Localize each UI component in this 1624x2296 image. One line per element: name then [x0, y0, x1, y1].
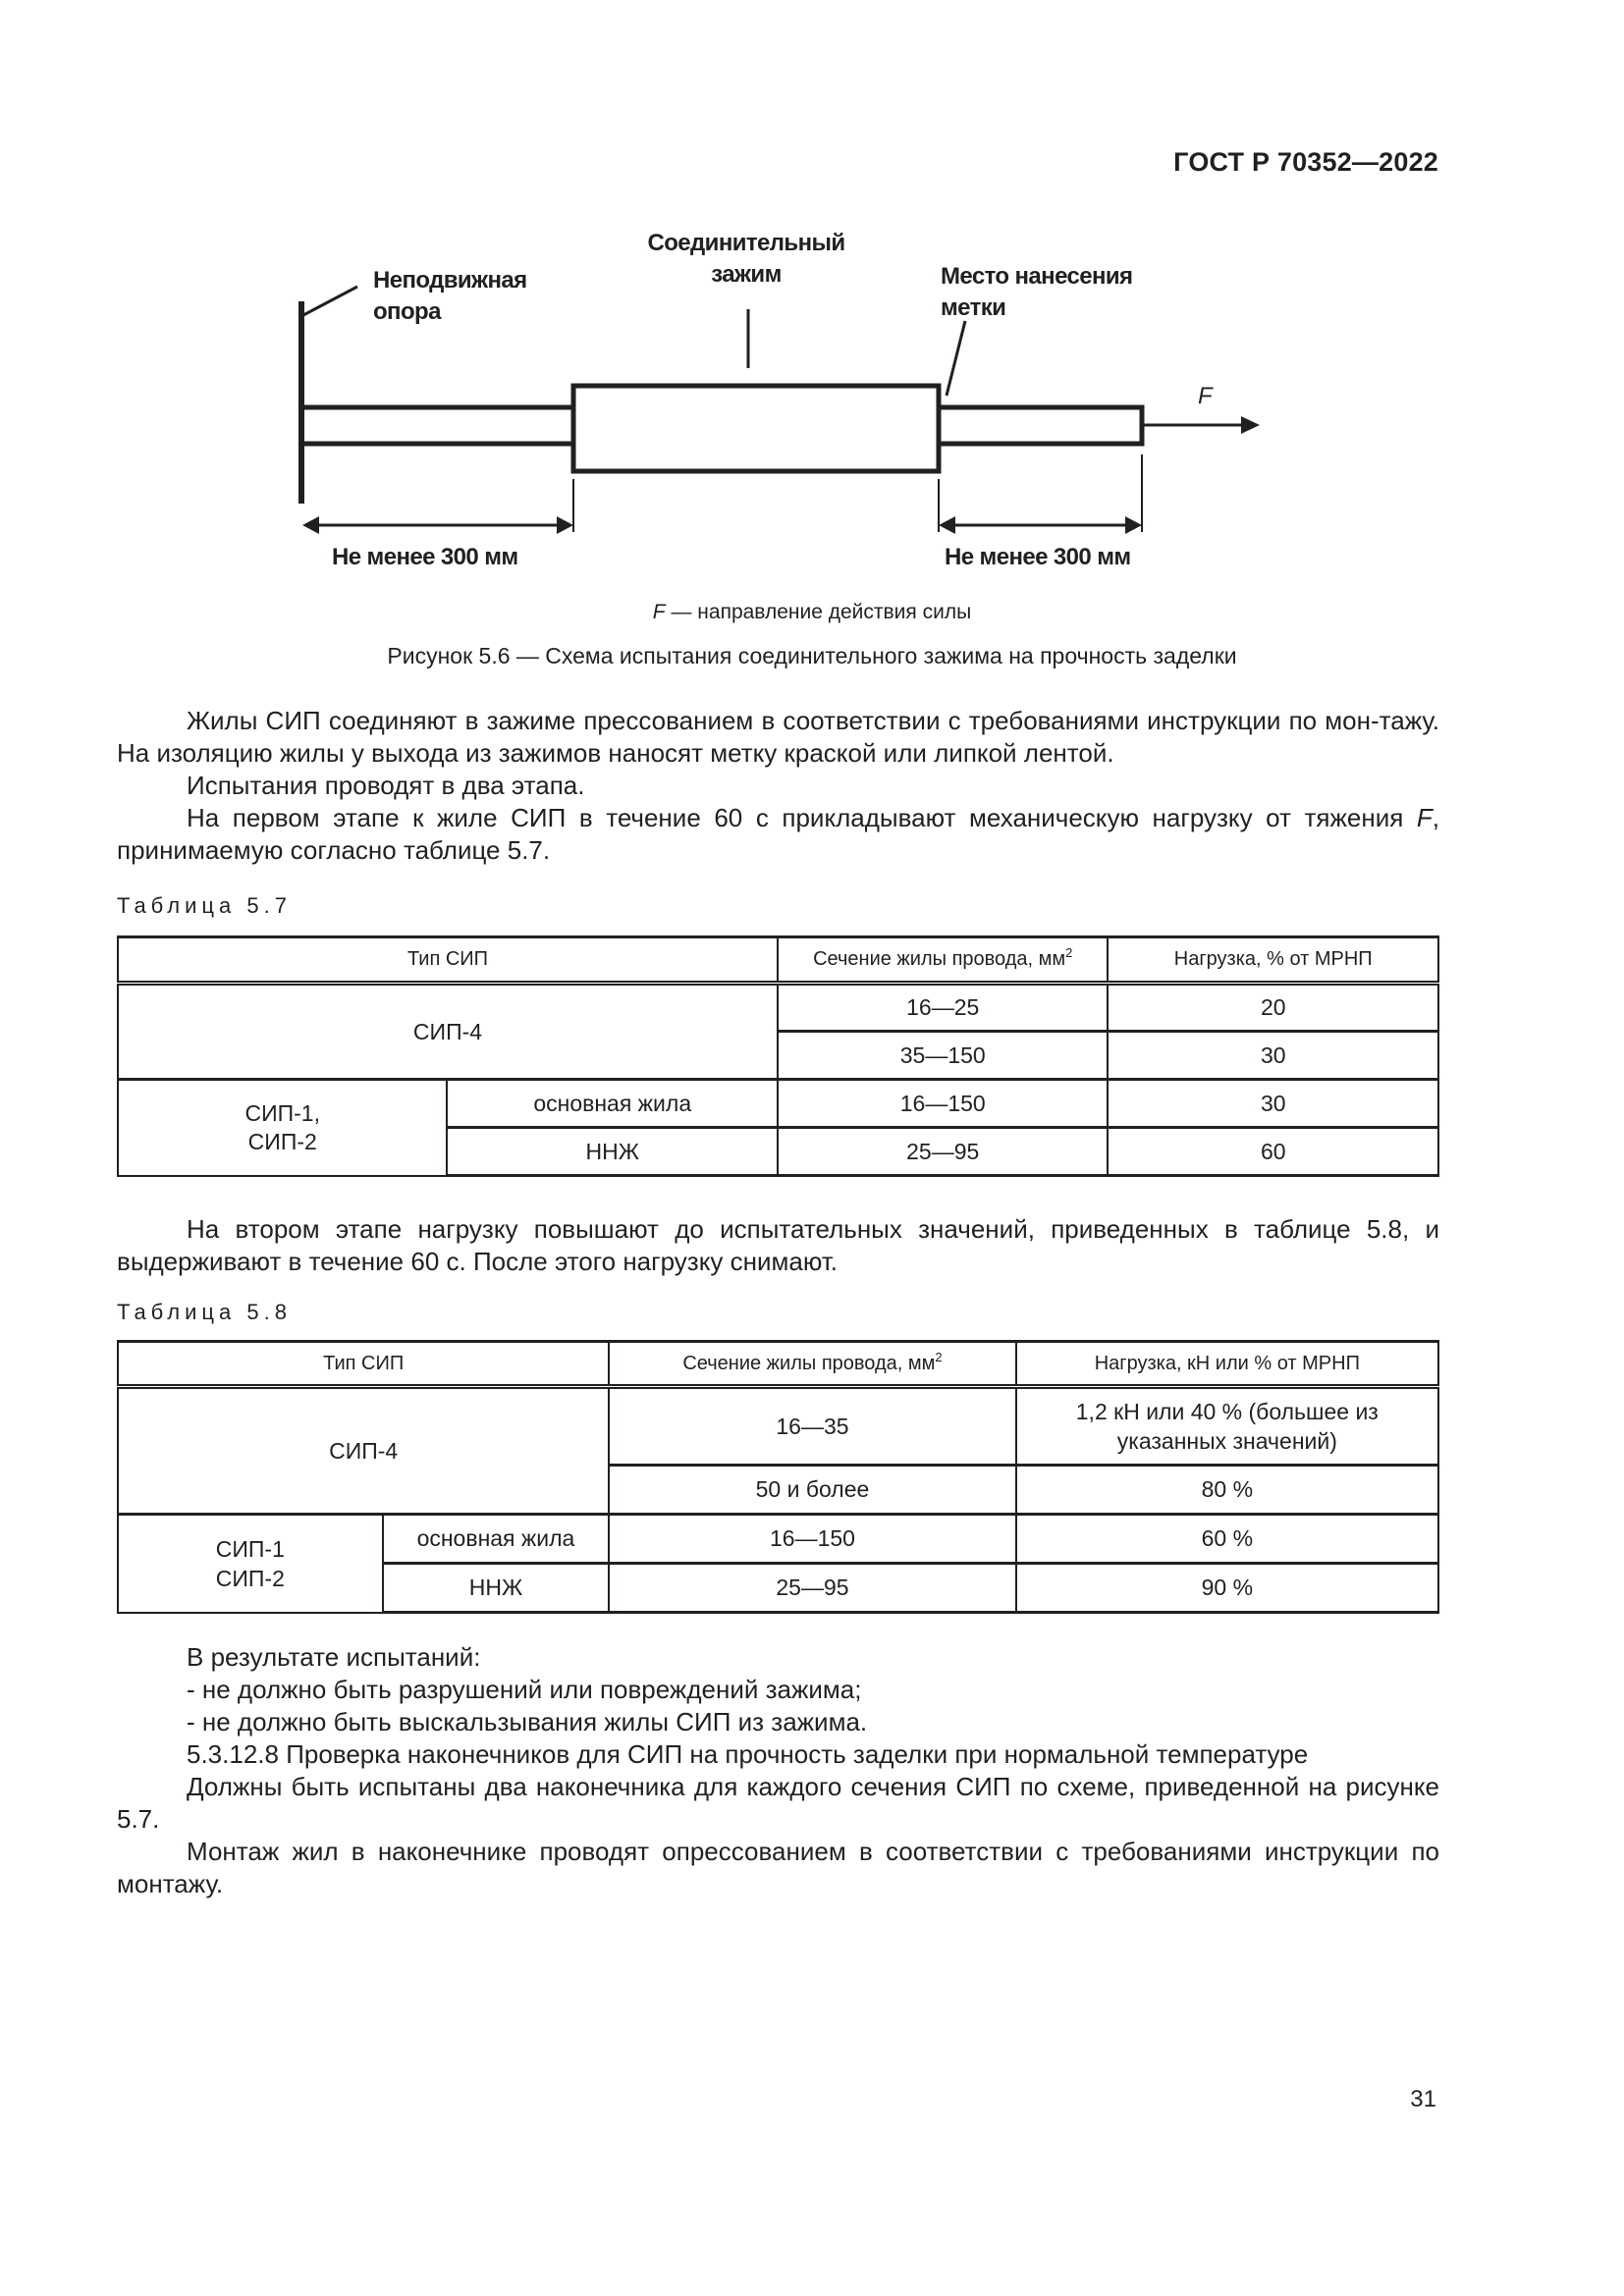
cell-section: 25—95 — [778, 1128, 1108, 1176]
header-type: Тип СИП — [118, 1342, 609, 1387]
table-5-8-caption: Таблица 5.8 — [117, 1300, 292, 1324]
left-wire — [301, 407, 573, 444]
paragraph — [117, 802, 1439, 867]
support-label — [373, 265, 527, 328]
dim-label-right: Не менее 300 мм — [945, 544, 1131, 570]
table-header-row — [118, 1342, 1438, 1387]
paragraph-block-2 — [117, 1213, 1439, 1278]
cell-section: 16—150 — [609, 1515, 1015, 1564]
cell-load: 60 % — [1016, 1515, 1438, 1564]
mark-leader-line — [947, 321, 965, 396]
paragraph: На втором этапе нагрузку повышают до испытательных значений, приведенных в таблице 5.8, и выдерживают в течение 60 с. После этого нагрузку снимают. — [117, 1214, 1439, 1276]
cell-section: 16—25 — [778, 984, 1108, 1032]
header-section — [778, 937, 1108, 984]
dim-arrow-right-a — [939, 516, 955, 534]
table-5-8 — [117, 1340, 1439, 1614]
dim-arrow-left-a — [302, 516, 319, 534]
cell-load: 90 % — [1016, 1564, 1438, 1613]
cell-type-line2: СИП-2 — [247, 1128, 317, 1154]
dim-label-left: Не менее 300 мм — [332, 544, 518, 570]
cell-subtype: ННЖ — [383, 1564, 610, 1613]
cell-section: 16—150 — [778, 1080, 1108, 1128]
paragraph: Монтаж жил в наконечнике проводят опрессованием в соответствии с требованиями инструкции по монтажу. — [117, 1837, 1439, 1898]
cell-section: 50 и более — [609, 1466, 1015, 1515]
cell-type-line1: СИП-1 — [215, 1535, 285, 1562]
page-number: 31 — [1410, 2086, 1436, 2112]
force-arrowhead — [1241, 416, 1260, 434]
cell-section: 25—95 — [609, 1564, 1015, 1613]
cell-subtype: ННЖ — [447, 1128, 778, 1176]
header-load: Нагрузка, % от МРНП — [1108, 937, 1438, 984]
connecting-clamp — [573, 386, 939, 471]
dim-arrow-left-b — [557, 516, 573, 534]
cell-load: 30 — [1108, 1080, 1438, 1128]
force-symbol: F — [1416, 803, 1433, 832]
cell-subtype: основная жила — [383, 1515, 610, 1564]
table-row — [118, 1080, 1438, 1128]
header-section-text: Сечение жилы провода, мм — [682, 1352, 936, 1374]
cell-type-line1: СИП-1, — [244, 1099, 320, 1126]
clamp-label-line1: Соединительный — [647, 230, 845, 256]
right-wire — [939, 407, 1142, 444]
cell-load — [1016, 1387, 1438, 1466]
paragraph: Испытания проводят в два этапа. — [187, 771, 585, 800]
paragraph-text: На первом этапе к жиле СИП в течение 60 с прикладывают механическую нагрузку от тяжения — [187, 803, 1417, 832]
paragraph: Жилы СИП соединяют в зажиме прессованием в соответствии с требованиями инструкции по мон-тажу. На изоляцию жилы у выхода из зажимов наносят метку краской или липкой лентой. — [117, 706, 1439, 768]
cell-load: 80 % — [1016, 1466, 1438, 1515]
clamp-label-line2: зажим — [711, 261, 782, 288]
cell-type: СИП-4 — [118, 1387, 609, 1515]
paragraph: Должны быть испытаны два наконечника для каждого сечения СИП по схеме, приведенной на рисунке 5.7. — [117, 1772, 1439, 1834]
cell-load: 60 — [1108, 1128, 1438, 1176]
cell-section: 16—35 — [609, 1387, 1015, 1466]
cell-load: 20 — [1108, 984, 1438, 1032]
support-leader-line — [303, 287, 357, 315]
header-load: Нагрузка, кН или % от МРНП — [1016, 1342, 1438, 1387]
document-header: ГОСТ Р 70352—2022 — [1173, 147, 1438, 177]
header-section — [609, 1342, 1015, 1387]
table-row — [118, 1387, 1438, 1466]
table-row — [118, 984, 1438, 1032]
figure-5-6-diagram — [0, 0, 1624, 589]
clamp-label — [628, 228, 864, 291]
table-5-7 — [117, 935, 1439, 1177]
mark-label-line2: метки — [941, 294, 1006, 321]
force-label: F — [1198, 383, 1213, 409]
results-item: - не должно быть выскальзывания жилы СИП из зажима. — [187, 1707, 868, 1736]
paragraph-block-3 — [117, 1641, 1439, 1900]
cell-type — [118, 1515, 383, 1613]
figure-caption: Рисунок 5.6 — Схема испытания соединительного зажима на прочность заделки — [387, 643, 1237, 668]
results-item: - не должно быть разрушений или повреждений зажима; — [187, 1675, 862, 1704]
table-header-row — [118, 937, 1438, 984]
cell-load-line1: 1,2 кН или 40 % (большее из — [1075, 1399, 1379, 1424]
support-label-line1: Неподвижная — [373, 267, 527, 294]
header-type: Тип СИП — [118, 937, 778, 984]
results-intro: В результате испытаний: — [187, 1642, 481, 1672]
support-label-line2: опора — [373, 298, 441, 325]
header-section-text: Сечение жилы провода, мм — [813, 948, 1066, 970]
section-title: 5.3.12.8 Проверка наконечников для СИП на прочность заделки при нормальной температуре — [187, 1739, 1309, 1769]
mark-label-line1: Место нанесения — [941, 263, 1133, 290]
table-row — [118, 1515, 1438, 1564]
paragraph-text: , принимаемую согласно таблице 5.7. — [117, 803, 1439, 865]
cell-subtype: основная жила — [447, 1080, 778, 1128]
cell-type-line2: СИП-2 — [215, 1565, 285, 1591]
legend-text: — направление действия силы — [665, 601, 972, 623]
table-5-7-caption: Таблица 5.7 — [117, 893, 292, 918]
superscript: 2 — [1065, 945, 1073, 960]
cell-type — [118, 1080, 447, 1176]
dim-arrow-right-b — [1125, 516, 1142, 534]
cell-load: 30 — [1108, 1032, 1438, 1080]
mark-label — [941, 261, 1132, 324]
legend-symbol: F — [652, 601, 666, 623]
superscript: 2 — [935, 1349, 943, 1364]
cell-section: 35—150 — [778, 1032, 1108, 1080]
paragraph-block-1 — [117, 705, 1439, 867]
figure-legend — [0, 601, 1624, 624]
cell-type: СИП-4 — [118, 984, 778, 1080]
cell-load-line2: указанных значений) — [1116, 1428, 1337, 1454]
